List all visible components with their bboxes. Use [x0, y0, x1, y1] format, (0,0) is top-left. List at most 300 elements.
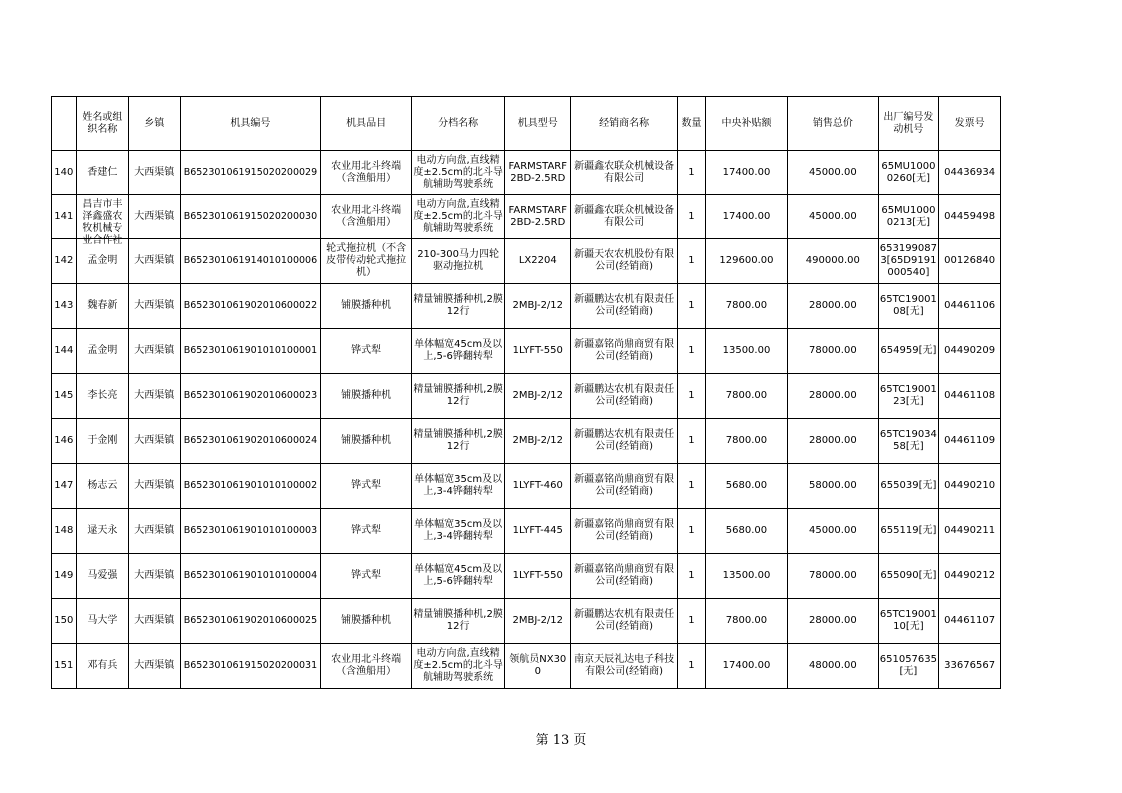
machine-item-cell-text: 铧式犁: [351, 570, 382, 581]
town-cell-text: 大西渠镇: [134, 166, 175, 178]
serial-cell: [878, 239, 939, 284]
model-cell: [505, 195, 571, 239]
quantity-cell: [678, 509, 706, 554]
table-row: [52, 644, 1001, 689]
machine-item-cell: [321, 464, 411, 509]
row-number-cell-text: 147: [54, 480, 74, 491]
total-price-cell: [788, 151, 878, 195]
total-price-cell: [788, 644, 878, 689]
town-cell-text: 大西渠镇: [134, 300, 175, 311]
invoice-cell-text: 04436934: [944, 166, 996, 178]
name-cell-text: 昌吉市丰泽鑫盛农牧机械专业合作社: [82, 198, 123, 246]
row-number-cell: [52, 554, 77, 599]
town-cell: [129, 554, 180, 599]
column-header: 数量: [678, 97, 706, 151]
subsidy-cell-text: 7800.00: [725, 390, 768, 401]
serial-cell-text: 654959[无]: [880, 345, 937, 356]
dealer-cell: [571, 239, 678, 284]
serial-cell: [878, 554, 939, 599]
total-price-cell-text: 45000.00: [808, 525, 857, 536]
row-number-cell: [52, 284, 77, 329]
tier-name-cell-text: 电动方向盘,直线精度±2.5cm的北斗导航辅助驾驶系统: [413, 154, 503, 190]
row-number-cell: [52, 644, 77, 689]
dealer-cell-text: 新疆嘉铭尚鼎商贸有限公司(经销商): [574, 474, 675, 497]
total-price-cell: [788, 195, 878, 239]
subsidy-cell: [705, 284, 787, 329]
model-cell-text: FARMSTARF2BD-2.5RD: [508, 204, 568, 228]
quantity-cell-text: 1: [688, 615, 695, 626]
model-cell-text: 2MBJ-2/12: [512, 615, 564, 626]
name-cell: [76, 644, 128, 689]
dealer-cell: [571, 599, 678, 644]
total-price-cell-text: 45000.00: [808, 210, 857, 222]
dealer-cell-text: 新疆鹏达农机有限责任公司(经销商): [574, 294, 675, 317]
page-number: 第 13 页: [535, 733, 587, 748]
town-cell-text: 大西渠镇: [134, 615, 175, 626]
model-cell-text: 2MBJ-2/12: [512, 300, 564, 311]
town-cell: [129, 509, 180, 554]
quantity-cell: [678, 374, 706, 419]
name-cell: [76, 195, 128, 246]
table-row: [52, 329, 1001, 374]
invoice-cell: [939, 329, 1001, 374]
quantity-cell-text: 1: [688, 166, 695, 178]
machine-code-cell: [180, 464, 321, 509]
model-cell: [505, 329, 571, 374]
total-price-cell-text: 28000.00: [808, 300, 857, 311]
quantity-cell-text: 1: [688, 345, 695, 356]
serial-cell-text: 65MU10000260[无]: [881, 160, 936, 184]
tier-name-cell: [411, 374, 505, 419]
town-cell: [129, 374, 180, 419]
quantity-cell-text: 1: [688, 480, 695, 491]
name-cell: [76, 599, 128, 644]
serial-cell-text: 65TC1900110[无]: [879, 609, 937, 632]
quantity-cell: [678, 329, 706, 374]
tier-name-cell: [411, 329, 505, 374]
invoice-cell: [939, 599, 1001, 644]
model-cell: [505, 464, 571, 509]
table-row: [52, 509, 1001, 554]
total-price-cell-text: 45000.00: [808, 166, 857, 178]
invoice-cell: [939, 151, 1001, 195]
quantity-cell-text: 1: [688, 435, 695, 446]
model-cell: [505, 509, 571, 554]
quantity-cell-text: 1: [688, 390, 695, 401]
total-price-cell: [788, 464, 878, 509]
model-cell-text: 1LYFT-550: [512, 345, 563, 356]
subsidy-cell-text: 17400.00: [722, 660, 771, 671]
tier-name-cell-text: 电动方向盘,直线精度±2.5cm的北斗导航辅助驾驶系统: [413, 648, 503, 683]
column-header: 中央补贴额: [705, 97, 787, 151]
invoice-cell-text: 04490211: [944, 525, 996, 536]
tier-name-cell: [411, 419, 505, 464]
tier-name-cell-text: 电动方向盘,直线精度±2.5cm的北斗导航辅助驾驶系统: [413, 198, 503, 234]
model-cell: [505, 374, 571, 419]
name-cell: [76, 509, 128, 554]
town-cell: [129, 151, 180, 195]
town-cell-text: 大西渠镇: [134, 525, 175, 536]
row-number-cell-text: 140: [54, 166, 74, 178]
column-header: [52, 97, 77, 151]
total-price-cell: [788, 374, 878, 419]
serial-cell-text: 6531990873[65D9191000540]: [879, 243, 938, 278]
tier-name-cell-text: 单体幅宽35cm及以上,3-4铧翻转犁: [414, 519, 503, 542]
machine-item-cell: [321, 374, 411, 419]
name-cell-text: 马大学: [87, 615, 118, 626]
invoice-cell: [939, 644, 1001, 689]
machine-code-cell-text: B652301061901010100004: [183, 570, 318, 581]
invoice-cell-text: 04490209: [944, 345, 996, 356]
quantity-cell-text: 1: [688, 525, 695, 536]
table-row: [52, 374, 1001, 419]
quantity-cell: [678, 599, 706, 644]
name-cell: [76, 464, 128, 509]
machine-item-cell-text: 铺膜播种机: [341, 435, 392, 446]
town-cell: [129, 329, 180, 374]
machine-code-cell: [180, 599, 321, 644]
town-cell-text: 大西渠镇: [134, 345, 175, 356]
model-cell-text: 1LYFT-445: [512, 525, 563, 536]
tier-name-cell-text: 210-300马力四轮驱动拖拉机: [417, 249, 499, 272]
town-cell: [129, 599, 180, 644]
table-row: [52, 239, 1001, 284]
subsidy-cell-text: 7800.00: [725, 300, 768, 311]
machine-item-cell: [321, 644, 411, 689]
name-cell-text: 香建仁: [87, 166, 118, 178]
machine-code-cell: [180, 329, 321, 374]
serial-cell-text: 655119[无]: [880, 525, 937, 536]
serial-cell-text: 65TC1900108[无]: [879, 294, 937, 317]
tier-name-cell: [411, 554, 505, 599]
quantity-cell: [678, 644, 706, 689]
serial-cell: [878, 284, 939, 329]
column-header: 发票号: [939, 97, 1001, 151]
dealer-cell-text: 新疆嘉铭尚鼎商贸有限公司(经销商): [574, 339, 675, 362]
dealer-cell: [571, 195, 678, 239]
row-number-cell: [52, 151, 77, 195]
total-price-cell: [788, 329, 878, 374]
machine-code-cell: [180, 374, 321, 419]
town-cell: [129, 644, 180, 689]
dealer-cell: [571, 509, 678, 554]
model-cell: [505, 599, 571, 644]
name-cell-text: 孟金明: [87, 345, 118, 356]
subsidy-cell-text: 17400.00: [722, 166, 771, 178]
row-number-cell-text: 146: [54, 435, 74, 446]
invoice-cell: [939, 374, 1001, 419]
tier-name-cell-text: 精量铺膜播种机,2膜12行: [413, 429, 503, 452]
model-cell: [505, 284, 571, 329]
model-cell: [505, 554, 571, 599]
machine-item-cell: [321, 195, 411, 239]
machine-code-cell-text: B652301061902010600025: [183, 615, 318, 626]
subsidy-cell: [705, 329, 787, 374]
invoice-cell-text: 04461108: [944, 390, 996, 401]
subsidy-cell: [705, 644, 787, 689]
subsidy-cell-text: 5680.00: [725, 480, 768, 491]
invoice-cell: [939, 554, 1001, 599]
machine-code-cell-text: B652301061902010600023: [183, 390, 318, 401]
dealer-cell: [571, 554, 678, 599]
subsidy-cell: [705, 374, 787, 419]
town-cell: [129, 239, 180, 284]
machine-item-cell: [321, 509, 411, 554]
subsidy-cell-text: 17400.00: [722, 210, 771, 222]
invoice-cell: [939, 195, 1001, 239]
quantity-cell-text: 1: [688, 300, 695, 311]
total-price-cell-text: 28000.00: [808, 615, 857, 626]
town-cell-text: 大西渠镇: [134, 210, 175, 222]
machine-code-cell-text: B652301061915020200030: [183, 210, 318, 222]
dealer-cell-text: 新疆天农农机股份有限公司(经销商): [574, 249, 675, 272]
subsidy-cell-text: 13500.00: [722, 345, 771, 356]
serial-cell: [878, 509, 939, 554]
invoice-cell-text: 04490212: [944, 570, 996, 581]
machine-item-cell: [321, 239, 411, 284]
dealer-cell: [571, 374, 678, 419]
name-cell-text: 李长亮: [87, 390, 118, 401]
subsidy-cell-text: 7800.00: [725, 615, 768, 626]
serial-cell: [878, 329, 939, 374]
machine-code-cell: [180, 284, 321, 329]
machine-item-cell-text: 铧式犁: [351, 525, 382, 536]
total-price-cell: [788, 554, 878, 599]
dealer-cell-text: 新疆鹏达农机有限责任公司(经销商): [574, 609, 675, 632]
quantity-cell-text: 1: [688, 570, 695, 581]
machine-item-cell: [321, 554, 411, 599]
row-number-cell: [52, 599, 77, 644]
machine-item-cell-text: 农业用北斗终端（含渔船用）: [331, 654, 402, 677]
model-cell-text: 领航员NX300: [509, 654, 567, 677]
invoice-cell-text: 04461109: [944, 435, 996, 446]
column-header: 乡镇: [129, 97, 180, 151]
column-header: 机具品目: [321, 97, 411, 151]
quantity-cell-text: 1: [688, 255, 695, 266]
row-number-cell-text: 148: [54, 525, 74, 536]
invoice-cell-text: 04459498: [944, 210, 996, 222]
town-cell: [129, 419, 180, 464]
table-row: [52, 151, 1001, 195]
row-number-cell-text: 151: [54, 660, 74, 671]
row-number-cell-text: 142: [54, 255, 74, 266]
dealer-cell: [571, 644, 678, 689]
dealer-cell-text: 新疆鹏达农机有限责任公司(经销商): [574, 429, 675, 452]
town-cell-text: 大西渠镇: [134, 660, 175, 671]
table-row: [52, 599, 1001, 644]
dealer-cell-text: 新疆嘉铭尚鼎商贸有限公司(经销商): [574, 519, 675, 542]
name-cell-text: 于金刚: [87, 435, 118, 446]
total-price-cell: [788, 509, 878, 554]
town-cell-text: 大西渠镇: [134, 480, 175, 491]
table-row: [52, 554, 1001, 599]
subsidy-cell-text: 5680.00: [725, 525, 768, 536]
subsidy-cell: [705, 554, 787, 599]
dealer-cell-text: 新疆嘉铭尚鼎商贸有限公司(经销商): [574, 564, 675, 587]
quantity-cell-text: 1: [688, 210, 695, 222]
machine-item-cell: [321, 151, 411, 195]
quantity-cell: [678, 419, 706, 464]
name-cell-text: 杨志云: [87, 480, 118, 491]
dealer-cell: [571, 284, 678, 329]
column-header: 姓名或组织名称: [76, 97, 128, 151]
tier-name-cell-text: 精量铺膜播种机,2膜12行: [413, 294, 503, 317]
dealer-cell: [571, 329, 678, 374]
row-number-cell: [52, 329, 77, 374]
tier-name-cell: [411, 195, 505, 239]
total-price-cell-text: 28000.00: [808, 390, 857, 401]
machine-item-cell-text: 轮式拖拉机（不含皮带传动轮式拖拉机）: [326, 243, 407, 278]
model-cell-text: FARMSTARF2BD-2.5RD: [508, 160, 568, 184]
invoice-cell-text: 33676567: [944, 660, 996, 671]
column-header: 出厂编号发动机号: [878, 97, 939, 151]
model-cell-text: 2MBJ-2/12: [512, 390, 564, 401]
machine-code-cell: [180, 509, 321, 554]
machine-item-cell: [321, 284, 411, 329]
invoice-cell: [939, 419, 1001, 464]
table-header-row: [52, 97, 1001, 151]
subsidy-cell-text: 129600.00: [719, 255, 774, 266]
town-cell-text: 大西渠镇: [134, 570, 175, 581]
name-cell-text: 孟金明: [87, 255, 118, 266]
machine-code-cell-text: B652301061914010100006: [183, 255, 318, 266]
row-number-cell-text: 149: [54, 570, 74, 581]
machine-code-cell-text: B652301061915020200029: [183, 166, 318, 178]
column-header: 机具编号: [180, 97, 321, 151]
table-row: [52, 284, 1001, 329]
column-header: 机具型号: [505, 97, 571, 151]
total-price-cell: [788, 419, 878, 464]
serial-cell: [878, 599, 939, 644]
tier-name-cell: [411, 151, 505, 195]
town-cell-text: 大西渠镇: [134, 435, 175, 446]
serial-cell: [878, 195, 939, 239]
model-cell: [505, 644, 571, 689]
town-cell: [129, 284, 180, 329]
column-header: 分档名称: [411, 97, 505, 151]
machine-code-cell-text: B652301061901010100001: [183, 345, 318, 356]
machine-code-cell: [180, 419, 321, 464]
town-cell: [129, 464, 180, 509]
dealer-cell: [571, 151, 678, 195]
row-number-cell-text: 150: [54, 615, 74, 626]
machine-item-cell-text: 农业用北斗终端（含渔船用）: [331, 160, 402, 184]
machine-item-cell-text: 铺膜播种机: [341, 615, 392, 626]
machine-code-cell: [180, 554, 321, 599]
serial-cell: [878, 419, 939, 464]
dealer-cell: [571, 464, 678, 509]
row-number-cell: [52, 239, 77, 284]
invoice-cell: [939, 239, 1001, 284]
quantity-cell: [678, 554, 706, 599]
subsidy-cell: [705, 151, 787, 195]
name-cell-text: 马爱强: [87, 570, 118, 581]
dealer-cell-text: 新疆鹏达农机有限责任公司(经销商): [574, 384, 675, 407]
row-number-cell: [52, 374, 77, 419]
tier-name-cell: [411, 644, 505, 689]
serial-cell: [878, 151, 939, 195]
invoice-cell: [939, 509, 1001, 554]
subsidy-cell: [705, 419, 787, 464]
subsidy-cell-text: 13500.00: [722, 570, 771, 581]
invoice-cell-text: 04461107: [944, 615, 996, 626]
serial-cell-text: 651057635[无]: [879, 654, 938, 677]
machine-code-cell-text: B652301061901010100003: [183, 525, 318, 536]
row-number-cell-text: 145: [54, 390, 74, 401]
tier-name-cell: [411, 599, 505, 644]
invoice-cell-text: 00126840: [944, 255, 996, 266]
name-cell-text: 魏春新: [87, 300, 118, 311]
quantity-cell-text: 1: [688, 660, 695, 671]
subsidy-cell: [705, 239, 787, 284]
total-price-cell-text: 78000.00: [808, 345, 857, 356]
invoice-cell-text: 04490210: [944, 480, 996, 491]
quantity-cell: [678, 284, 706, 329]
tier-name-cell-text: 单体幅宽45cm及以上,5-6铧翻转犁: [414, 564, 503, 587]
row-number-cell-text: 141: [54, 210, 74, 222]
total-price-cell-text: 78000.00: [808, 570, 857, 581]
row-number-cell-text: 143: [54, 300, 74, 311]
total-price-cell: [788, 599, 878, 644]
tier-name-cell-text: 单体幅宽35cm及以上,3-4铧翻转犁: [414, 474, 503, 497]
machine-item-cell-text: 铧式犁: [351, 480, 382, 491]
name-cell: [76, 419, 128, 464]
total-price-cell: [788, 239, 878, 284]
tier-name-cell: [411, 509, 505, 554]
serial-cell: [878, 644, 939, 689]
model-cell: [505, 419, 571, 464]
machine-code-cell-text: B652301061902010600022: [183, 300, 318, 311]
tier-name-cell: [411, 239, 505, 284]
subsidy-cell-text: 7800.00: [725, 435, 768, 446]
serial-cell-text: 65MU10000213[无]: [881, 204, 936, 228]
machine-code-cell: [180, 239, 321, 284]
quantity-cell: [678, 195, 706, 239]
table-row: [52, 419, 1001, 464]
total-price-cell: [788, 284, 878, 329]
machine-code-cell: [180, 644, 321, 689]
table-row: [52, 195, 1001, 239]
column-header: 经销商名称: [571, 97, 678, 151]
invoice-cell-text: 04461106: [944, 300, 996, 311]
subsidy-table: [51, 96, 1001, 689]
tier-name-cell-text: 精量铺膜播种机,2膜12行: [413, 609, 503, 632]
row-number-cell: [52, 464, 77, 509]
town-cell: [129, 195, 180, 239]
machine-item-cell: [321, 419, 411, 464]
town-cell-text: 大西渠镇: [134, 255, 175, 266]
tier-name-cell-text: 精量铺膜播种机,2膜12行: [413, 384, 503, 407]
model-cell: [505, 239, 571, 284]
machine-code-cell-text: B652301061901010100002: [183, 480, 318, 491]
serial-cell-text: 655090[无]: [880, 570, 937, 581]
machine-item-cell-text: 铺膜播种机: [341, 300, 392, 311]
serial-cell-text: 65TC1900123[无]: [879, 384, 937, 407]
subsidy-cell: [705, 599, 787, 644]
dealer-cell-text: 新疆鑫农联众机械设备有限公司: [574, 204, 675, 228]
dealer-cell: [571, 419, 678, 464]
subsidy-cell: [705, 195, 787, 239]
dealer-cell-text: 南京天辰礼达电子科技有限公司(经销商): [574, 654, 675, 677]
name-cell: [76, 284, 128, 329]
tier-name-cell-text: 单体幅宽45cm及以上,5-6铧翻转犁: [414, 339, 503, 362]
machine-code-cell: [180, 151, 321, 195]
column-header: 销售总价: [788, 97, 878, 151]
machine-code-cell: [180, 195, 321, 239]
machine-item-cell: [321, 329, 411, 374]
name-cell: [76, 554, 128, 599]
name-cell-text: 邓有兵: [87, 660, 118, 671]
